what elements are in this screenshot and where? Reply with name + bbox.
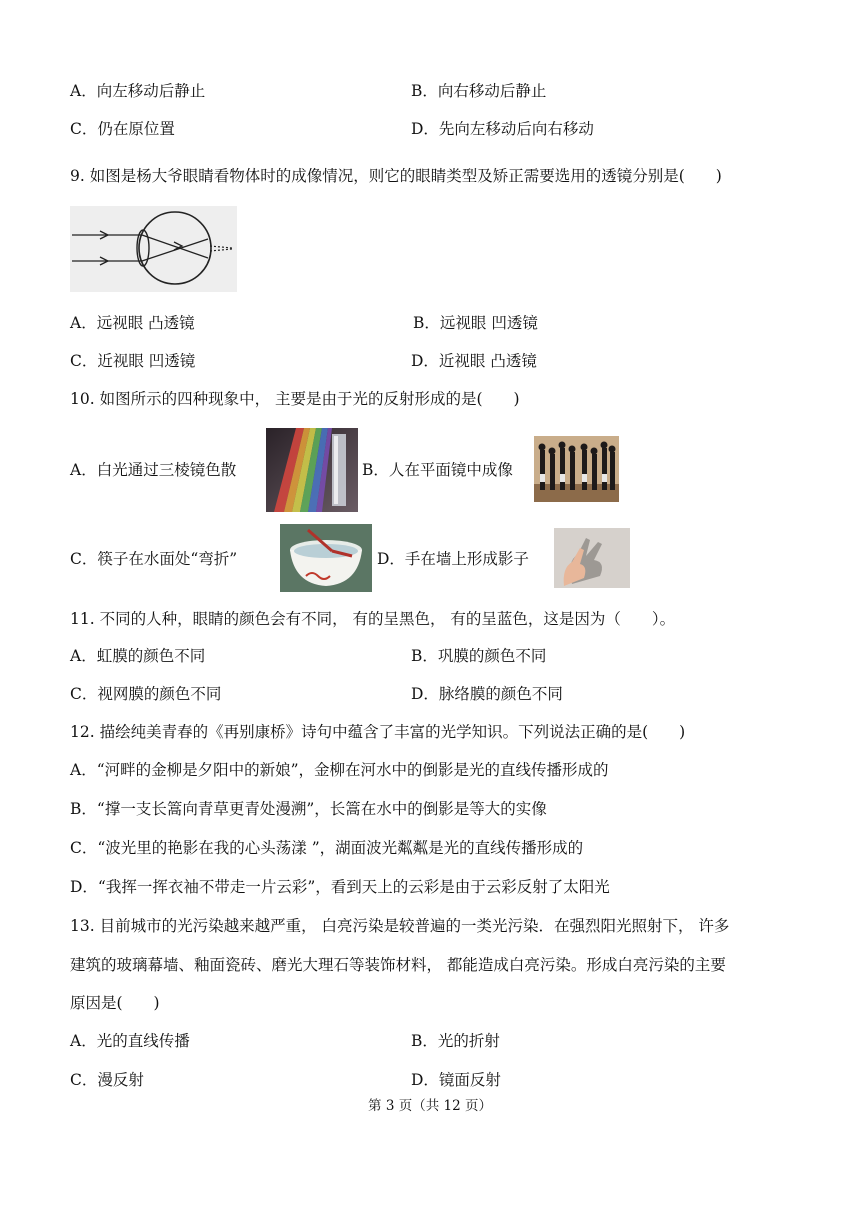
q11-stem: 11. 不同的人种，眼睛的颜色会有不同， 有的呈黑色， 有的呈蓝色，这是因为（ ）。	[70, 610, 676, 628]
q13-option-c: C．漫反射	[70, 1071, 144, 1089]
q12-option-b: B．“撑一支长篙向青草更青处漫溯”，长篙在水中的倒影是等大的实像	[70, 800, 547, 818]
q12-option-d: D．“我挥一挥衣袖不带走一片云彩”，看到天上的云彩是由于云彩反射了太阳光	[70, 878, 610, 896]
q12-option-a: A．“河畔的金柳是夕阳中的新娘”，金柳在河水中的倒影是光的直线传播形成的	[70, 761, 609, 779]
q10-option-b: B．人在平面镜中成像	[362, 461, 513, 479]
q10-option-d: D．手在墙上形成影子	[377, 550, 529, 568]
q9-option-a: A．远视眼 凸透镜	[70, 314, 195, 332]
q13-stem-line1: 13. 目前城市的光污染越来越严重， 白亮污染是较普遍的一类光污染．在强烈阳光照射下， 许多	[70, 917, 730, 935]
eyeball-circle	[139, 212, 211, 284]
q13-option-b: B．光的折射	[411, 1032, 500, 1050]
ray-dashed-extension	[210, 246, 232, 248]
ray-top-refracted	[142, 235, 208, 258]
q12-option-c: C．“波光里的艳影在我的心头荡漾 ”，湖面波光粼粼是光的直线传播形成的	[70, 839, 584, 857]
chopsticks-bowl-photo	[280, 524, 372, 592]
page-number-footer: 第 3 页（共 12 页）	[368, 1098, 492, 1114]
eye-diagram-svg	[70, 206, 237, 292]
q8-option-b: B．向右移动后静止	[411, 82, 547, 100]
q11-option-a: A．虹膜的颜色不同	[70, 647, 206, 665]
q12-stem: 12. 描绘纯美青春的《再别康桥》诗句中蕴含了丰富的光学知识。下列说法正确的是( )	[70, 723, 686, 741]
q10-option-c: C．筷子在水面处“弯折”	[70, 550, 238, 568]
q13-stem-line3: 原因是( )	[70, 994, 160, 1012]
q13-option-a: A．光的直线传播	[70, 1032, 190, 1050]
eye-diagram-figure	[70, 206, 237, 292]
q8-option-a: A．向左移动后静止	[70, 82, 206, 100]
q9-option-b: B．远视眼 凹透镜	[413, 314, 538, 332]
q8-option-d: D．先向左移动后向右移动	[411, 120, 594, 138]
q9-stem: 9. 如图是杨大爷眼睛看物体时的成像情况，则它的眼睛类型及矫正需要选用的透镜分别是( )	[70, 167, 722, 185]
mirror-reflection-photo	[534, 436, 619, 502]
q8-option-c: C．仍在原位置	[70, 120, 175, 138]
q13-option-d: D．镜面反射	[411, 1071, 501, 1089]
q9-option-c: C．近视眼 凹透镜	[70, 352, 196, 370]
hand-shadow-photo	[554, 528, 630, 588]
q10-stem: 10. 如图所示的四种现象中， 主要是由于光的反射形成的是( )	[70, 390, 520, 408]
q11-option-b: B．巩膜的颜色不同	[411, 647, 547, 665]
q11-option-c: C．视网膜的颜色不同	[70, 685, 222, 703]
q11-option-d: D．脉络膜的颜色不同	[411, 685, 563, 703]
q10-option-a: A．白光通过三棱镜色散	[70, 461, 237, 479]
prism-dispersion-photo	[266, 428, 358, 512]
q9-option-d: D．近视眼 凸透镜	[411, 352, 537, 370]
q13-stem-line2: 建筑的玻璃幕墙、釉面瓷砖、磨光大理石等装饰材料， 都能造成白亮污染。形成白亮污染的主要	[70, 956, 726, 974]
ray-dashed-extension-2	[210, 249, 232, 251]
